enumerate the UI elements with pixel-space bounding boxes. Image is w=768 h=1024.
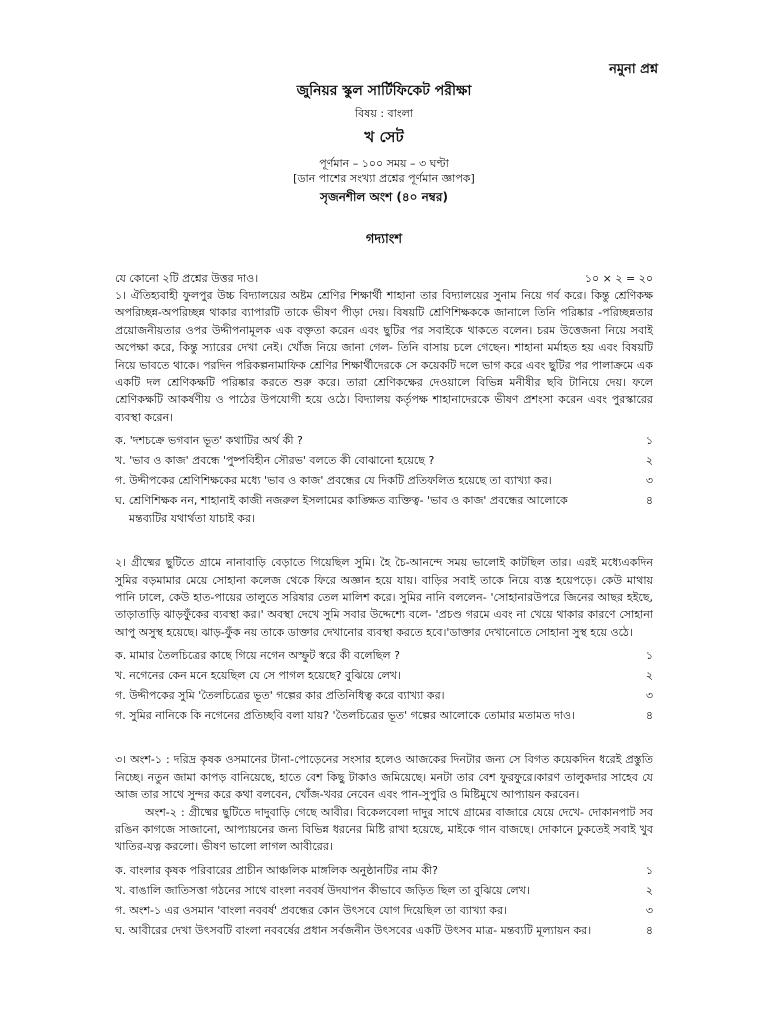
sub-question-text: খ. 'ভাব ও কাজ' প্রবন্ধে 'পুষ্পবিহীন সৌরভ' বলতে কী বোঝানো হয়েছে ? (115, 454, 435, 468)
exam-part: সৃজনশীল অংশ (৪০ নম্বর) (320, 189, 448, 204)
sub-question-text: গ. উদ্দীপকের সুমি 'তৈলচিত্রের ভূত' গল্পের কার প্রতিনিধিত্ব করে ব্যাখ্যা কর। (115, 689, 445, 703)
sub-question-marks: ৩ (645, 903, 653, 917)
sub-question-marks: ১ (645, 863, 653, 877)
sub-question-marks: ২ (645, 883, 653, 897)
sub-question (115, 647, 653, 665)
sub-question-text: গ. উদ্দীপকের শ্রেণিশিক্ষকের মধ্যে 'ভাব ও কাজ' প্রবন্ধের যে দিকটি প্রতিফলিত হয়েছে তা ব্যাখ্যা কর। (115, 474, 552, 488)
sub-question-text: গ. অংশ-১ এর ওসমান 'বাংলা নববর্ষ' প্রবন্ধের কোন উৎসবে যোগ দিয়েছিল তা ব্যাখ্যা কর। (115, 903, 507, 917)
sub-question-marks: ২ (645, 454, 653, 468)
sub-question-marks: ৪ (645, 494, 653, 508)
sample-question-tag: নমুনা প্রশ্ন (609, 62, 658, 77)
sub-question (115, 452, 653, 470)
sub-question-marks: ১ (645, 649, 653, 663)
sub-question (115, 472, 653, 490)
sub-question-text: ঘ. শ্রেণিশিক্ষক নন, শাহানাই কাজী নজরুল ইসলামের কাঙ্ক্ষিত ব্যক্তিত্ব- 'ভাব ও কাজ' প্রবন্ধের আলোকে (115, 494, 568, 508)
question-2 (115, 554, 653, 725)
question-3 (115, 751, 653, 939)
question-stem-part-2: অংশ-২ : গ্রীষ্মের ছুটিতে দাদুবাড়ি গেছে আবীর। বিকেলবেলা দাদুর সাথে গ্রামের বাজারে যেয়ে দেখে- দোকানপাট সব রঙিন কাগজে সাজানো, আপ্যায়নের জন্য বিভিন্ন ধরনের মিষ্টি রাখা হয়েছে, মাইকে গান বাজছে। দোকানে ঢুকতেই সবাই খুব খাতির-যত্ন করলো। ভীষণ ভালো লাগল আবীরের। (115, 805, 653, 854)
sub-question-text: ক. মামার তৈলচিত্রের কাছে গিয়ে নগেন অস্ফুট স্বরে কী বলেছিল ? (115, 649, 400, 663)
question-stem: ২। গ্রীষ্মের ছুটিতে গ্রামে নানাবাড়ি বেড়াতে গিয়েছিল সুমি। হৈ চৈ-আনন্দে সময় ভালোই কাটছিল তার। এরই মধ্যেএকদিন সুমির বড়মামার মেয়ে সোহানা কলেজ থেকে ফিরে অজ্ঞান হয়ে যায়। বাড়ির সবাই তাকে নিয়ে ব্যস্ত হয়েপড়ে। কেউ মাথায় পানি ঢালে, কেউ হাত-পায়ের তালুতে সরিষার তেল মালিশ করে। সুমির নানি বললেন- 'সোহানারউপরে জিনের আছর হইছে, তাড়াতাড়ি ঝাড়ফুঁকের ব্যবস্থা কর।' অবস্থা দেখে সুমি সবার উদ্দেশ্যে বলে- 'প্রচণ্ড গরমে এবং না খেয়ে থাকার কারণে সোহানা আপু অসুস্থ হয়েছে। ঝাড়-ফুঁক নয় তাকে ডাক্তার দেখানোর ব্যবস্থা করতে হবে।'ডাক্তার দেখানোতে সোহানা সুস্থ হয়ে ওঠে। (115, 556, 653, 639)
exam-subject: বিষয় : বাংলা (355, 106, 413, 120)
instruction-marks: ১০ × ২ = ২০ (584, 272, 653, 285)
sub-question-text-wrap (115, 492, 615, 528)
sub-question (115, 432, 653, 450)
sub-question (115, 922, 653, 940)
sub-question-marks: ৪ (645, 923, 653, 937)
sub-question-marks: ৩ (645, 689, 653, 703)
exam-set: খ সেট (364, 127, 404, 146)
sub-question (115, 687, 653, 705)
sub-questions (115, 647, 653, 725)
sub-question-continuation: মন্তব্যটির যথার্থতা যাচাই কর। (129, 512, 255, 526)
sub-question-text: ক. 'দশচক্রে ভগবান ভূত' কথাটির অর্থ কী ? (115, 434, 303, 448)
sub-question-marks: ৩ (645, 474, 653, 488)
sub-question (115, 902, 653, 920)
sub-questions (115, 862, 653, 940)
sub-question (115, 492, 653, 528)
sub-question (115, 882, 653, 900)
questions-area (115, 270, 653, 942)
sub-question (115, 862, 653, 880)
question-stem: ৩। অংশ-১ : দরিদ্র কৃষক ওসমানের টানা-পোড়েনের সংসার হলেও আজকের দিনটার জন্য সে বিগত কয়েকদিন ধরেই প্রস্তুতি নিচ্ছে। নতুন জামা কাপড় বানিয়েছে, হাতে বেশ কিছু টাকাও জমিয়েছে। মনটা তার বেশ ফুরফুরে।কারণ তালুকদার সাহেব যে আজ তার সাথে সুন্দর করে কথা বলবেন, খোঁজ-খবর নেবেন এবং পান-সুপুরি ও মিষ্টিমুখে আপ্যায়ন করবেন। (115, 753, 653, 802)
sub-question-marks: ২ (645, 669, 653, 683)
spacer (115, 727, 653, 751)
sub-question-text: খ. বাঙালি জাতিসত্তা গঠনের সাথে বাংলা নববর্ষ উদযাপন কীভাবে জড়িত ছিল তা বুঝিয়ে লেখ। (115, 883, 530, 897)
question-1 (115, 287, 653, 528)
question-stem: ১। ঐতিহ্যবাহী ফুলপুর উচ্চ বিদ্যালয়ের অষ্টম শ্রেণির শিক্ষার্থী শাহানা তার বিদ্যালয়ের সুনাম নিয়ে গর্ব করে। কিন্তু শ্রেণিকক্ষ অপরিচ্ছন্ন-অপরিচ্ছন্ন থাকার ব্যাপারটি তাকে ভীষণ পীড়া দেয়। বিষয়টি শ্রেণিশিক্ষককে জানালে তিনি পরিষ্কার -পরিচ্ছন্নতার প্রয়োজনীয়তার ওপর উদ্দীপনামূলক এক বক্তৃতা করেন এবং ছুটির পর সবাইকে থাকতে বলেন। চরম উত্তেজনা নিয়ে সবাই অপেক্ষা করে, কিন্তু স্যারের দেখা নেই। খোঁজ নিয়ে জানা গেল- তিনি বাসায় চলে গেছেন। শাহানা মর্মাহত হয় এবং বিষয়টি নিয়ে ভাবতে থাকে। পরদিন পরিকল্পনামাফিক শ্রেণির শিক্ষার্থীদেরকে সে কয়েকটি দলে ভাগ করে এবং ছুটির পর পালাক্রমে এক একটি দল শ্রেণিকক্ষটি পরিষ্কার করতে শুরু করে। তারা শ্রেণিকক্ষের দেওয়ালে বিভিন্ন মনীষীর ছবি টানিয়ে দেয়। ফলে শ্রেণিকক্ষটি আকর্ষণীয় ও পাঠের উপযোগী হয়ে ওঠে। বিদ্যালয় কর্তৃপক্ষ শাহানাদেরকে ভীষণ প্রশংসা করেন এবং পুরস্কারের ব্যবস্থা করেন। (115, 289, 653, 424)
exam-title: জুনিয়র স্কুল সার্টিফিকেট পরীক্ষা (296, 83, 472, 99)
instruction-text: যে কোনো ২টি প্রশ্নের উত্তর দাও। (115, 272, 259, 285)
exam-marks-time: পূর্ণমান – ১০০ সময় – ৩ ঘণ্টা (319, 156, 449, 170)
sub-question-text: ক. বাংলার কৃষক পরিবারের প্রাচীন আঞ্চলিক মাঙ্গলিক অনুষ্ঠানটির নাম কী? (115, 863, 439, 877)
sub-questions (115, 432, 653, 528)
sub-question-text: ঘ. আবীরের দেখা উৎসবটি বাংলা নববর্ষের প্রধান সর্বজনীন উৎসবের একটি উৎসব মাত্র- মন্তব্যটি মূল্যায়ন কর। (115, 923, 592, 937)
section-title: গদ্যাংশ (365, 231, 403, 247)
sub-question (115, 707, 653, 725)
instruction-row (115, 270, 653, 287)
sub-question-text: গ. সুমির নানিকে কি নগেনের প্রতিচ্ছবি বলা যায়? 'তৈলচিত্রের ভূত' গল্পের আলোকে তোমার মতামত দাও। (115, 709, 576, 723)
sub-question-marks: ১ (645, 434, 653, 448)
sub-question-text: খ. নগেনের কেন মনে হয়েছিল যে সে পাগল হয়েছে? বুঝিয়ে লেখ। (115, 669, 401, 683)
sub-question (115, 667, 653, 685)
spacer (115, 530, 653, 554)
exam-header (0, 82, 768, 248)
exam-note: [ডান পাশের সংখ্যা প্রশ্নের পূর্ণমান জ্ঞাপক] (293, 171, 475, 185)
sub-question-marks: ৪ (645, 709, 653, 723)
